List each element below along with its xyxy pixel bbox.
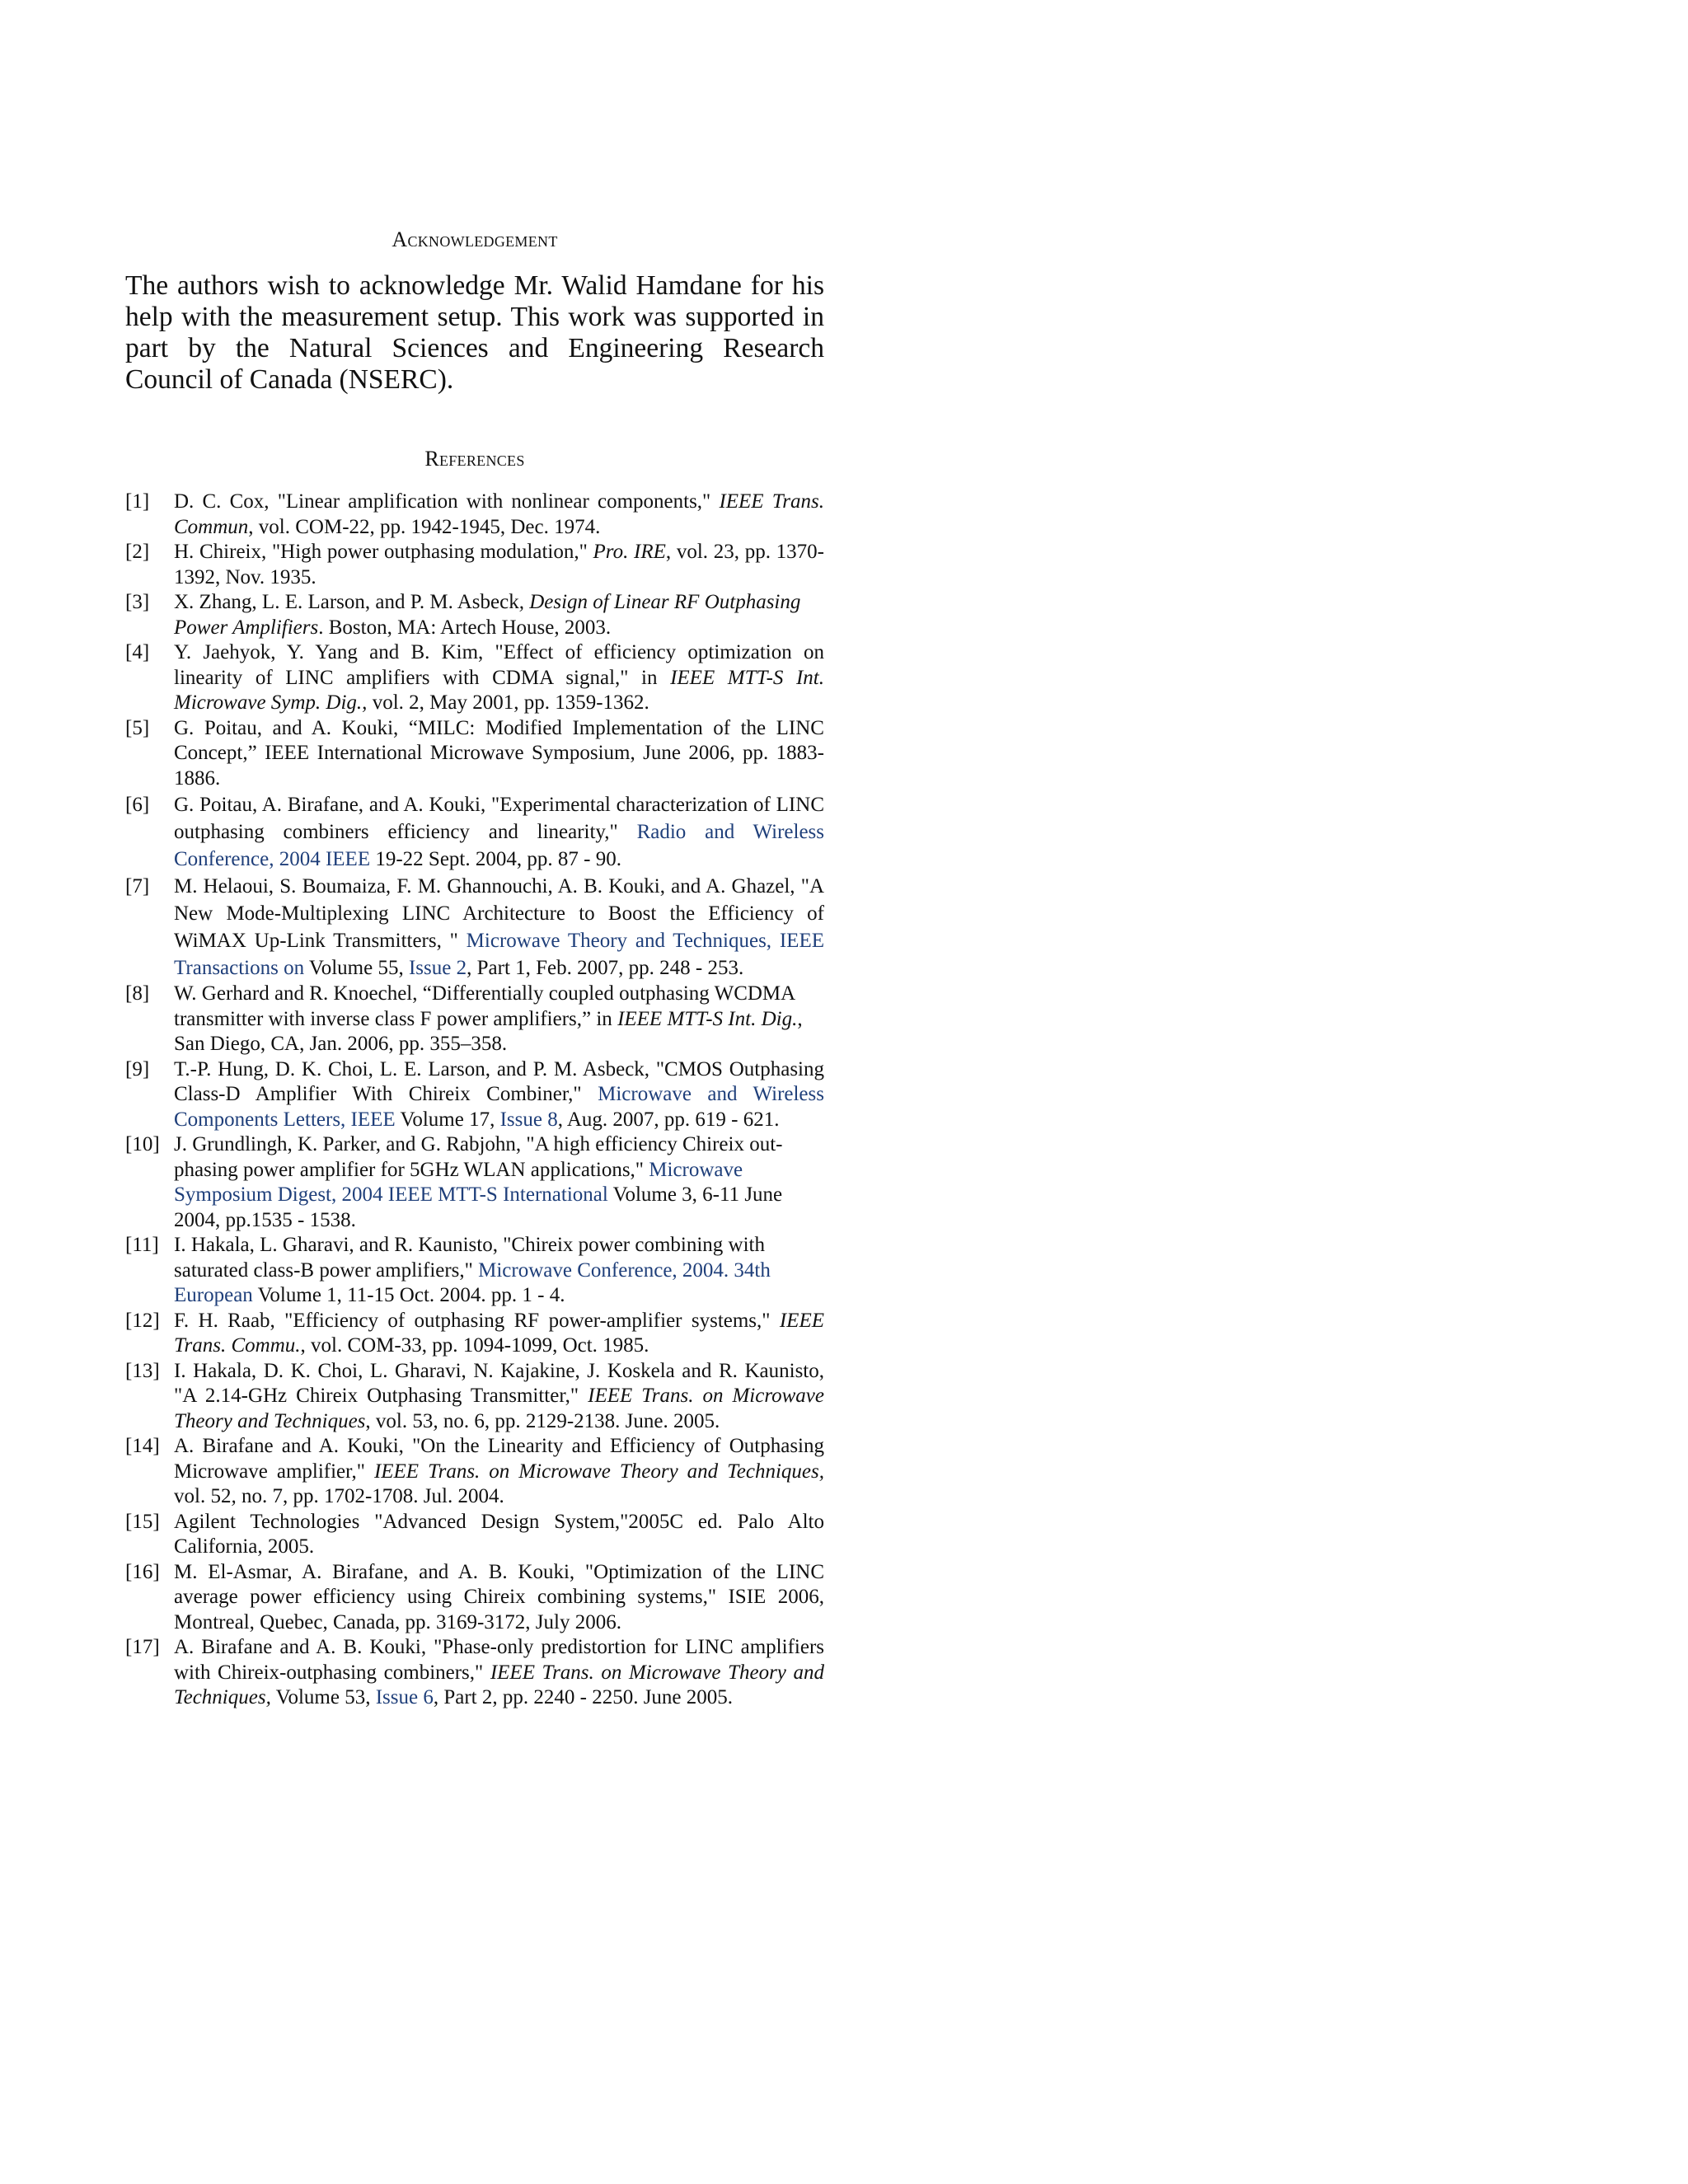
reference-8 <box>125 982 824 1057</box>
reference-text: H. Chireix, "High power outphasing modulation," Pro. IRE, vol. 23, pp. 1370-1392, Nov. 1935. <box>174 541 824 588</box>
reference-number: [7] <box>125 875 150 898</box>
reference-3 <box>125 590 824 640</box>
reference-4 <box>125 640 824 716</box>
reference-text: I. Hakala, D. K. Choi, L. Gharavi, N. Kajakine, J. Koskela and R. Kaunisto, "A 2.14-GHz Chireix Outphasing Transmitter," IEEE Trans. on Microwave Theory and Techniques, vol. 53, no. 6, pp. 2129-2138. June. 2005. <box>174 1359 825 1432</box>
reference-link[interactable]: Microwave Conference, 2004. 34th European <box>174 1258 771 1306</box>
reference-10 <box>125 1132 824 1233</box>
reference-number: [12] <box>125 1309 160 1332</box>
reference-text: X. Zhang, L. E. Larson, and P. M. Asbeck, Design of Linear RF Outphasing Power Amplifiers. Boston, MA: Artech House, 2003. <box>174 591 801 639</box>
reference-number: [1] <box>125 490 150 513</box>
reference-13 <box>125 1359 824 1435</box>
reference-number: [6] <box>125 794 150 816</box>
reference-text: A. Birafane and A. Kouki, "On the Linearity and Efficiency of Outphasing Microwave amplifier," IEEE Trans. on Microwave Theory and Techniques, vol. 52, no. 7, pp. 1702-1708. Jul. 2004. <box>174 1435 824 1507</box>
reference-number: [16] <box>125 1560 160 1583</box>
reference-9 <box>125 1057 824 1133</box>
reference-number: [15] <box>125 1510 160 1533</box>
reference-number: [11] <box>125 1234 159 1256</box>
reference-14 <box>125 1434 824 1510</box>
acknowledgement-heading: Acknowledgement <box>392 227 558 251</box>
reference-2 <box>125 540 824 590</box>
reference-text: I. Hakala, L. Gharavi, and R. Kaunisto, "Chireix power combining with saturated class-B power amplifiers," Microwave Conference, 2004. 34th European Volume 1, 11-15 Oct. 2004. pp. 1 - 4. <box>174 1234 771 1306</box>
reference-text: W. Gerhard and R. Knoechel, “Differentially coupled outphasing WCDMA transmitter with inverse class F power amplifiers,” in IEEE MTT-S Int. Dig., San Diego, CA, Jan. 2006, pp. 355–358. <box>174 982 803 1055</box>
reference-1 <box>125 490 824 540</box>
reference-5 <box>125 716 824 792</box>
reference-number: [4] <box>125 641 150 663</box>
reference-text: G. Poitau, A. Birafane, and A. Kouki, "Experimental characterization of LINC outphasing combiners efficiency and linearity," Radio and Wireless Conference, 2004 IEEE 19-22 Sept. 2004, pp. 87 - 90. <box>174 794 825 870</box>
reference-text: A. Birafane and A. B. Kouki, "Phase-only predistortion for LINC amplifiers with Chireix-outphasing combiners," IEEE Trans. on Microwave Theory and Techniques, Volume 53, Issue 6, Part 2, pp. 2240 - 2250. June 2005. <box>174 1636 824 1708</box>
reference-11 <box>125 1233 824 1309</box>
reference-text: D. C. Cox, "Linear amplification with nonlinear components," IEEE Trans. Commun, vol. COM-22, pp. 1942-1945, Dec. 1974. <box>174 490 824 538</box>
reference-text: M. El-Asmar, A. Birafane, and A. B. Kouki, "Optimization of the LINC average power efficiency using Chireix combining systems," ISIE 2006, Montreal, Quebec, Canada, pp. 3169-3172, July 2006. <box>174 1560 824 1633</box>
reference-15 <box>125 1510 824 1560</box>
reference-link[interactable]: Microwave Theory and Techniques, IEEE Transactions on <box>174 930 824 979</box>
reference-text: G. Poitau, and A. Kouki, “MILC: Modified Implementation of the LINC Concept,” IEEE International Microwave Symposium, June 2006, pp. 1883-1886. <box>174 716 824 790</box>
reference-number: [10] <box>125 1133 160 1155</box>
reference-number: [2] <box>125 541 150 563</box>
reference-6 <box>125 791 824 873</box>
reference-number: [5] <box>125 716 150 739</box>
reference-text: Agilent Technologies "Advanced Design System,"2005C ed. Palo Alto California, 2005. <box>174 1510 824 1558</box>
reference-text: T.-P. Hung, D. K. Choi, L. E. Larson, and P. M. Asbeck, "CMOS Outphasing Class-D Amplifier With Chireix Combiner," Microwave and Wireless Components Letters, IEEE Volume 17, Issue 8, Aug. 2007, pp. 619 - 621. <box>174 1057 824 1131</box>
references-heading: References <box>424 447 525 471</box>
reference-link[interactable]: Microwave Symposium Digest, 2004 IEEE MTT-S International <box>174 1158 743 1206</box>
reference-number: [14] <box>125 1435 160 1457</box>
reference-text: Y. Jaehyok, Y. Yang and B. Kim, "Effect of efficiency optimization on linearity of LINC amplifiers with CDMA signal," in IEEE MTT-S Int. Microwave Symp. Dig., vol. 2, May 2001, pp. 1359-1362. <box>174 641 824 714</box>
reference-7 <box>125 873 824 982</box>
reference-link[interactable]: Microwave and Wireless Components Letters, IEEE <box>174 1083 824 1131</box>
issue-link[interactable]: Issue 8 <box>499 1108 558 1131</box>
acknowledgement-text: The authors wish to acknowledge Mr. Walid Hamdane for his help with the measurement setup. This work was supported in part by the Natural Sciences and Engineering Research Council of Canada (NSERC). <box>125 270 824 395</box>
issue-link[interactable]: Issue 2 <box>408 957 467 979</box>
reference-text: F. H. Raab, "Efficiency of outphasing RF power-amplifier systems," IEEE Trans. Commu., vol. COM-33, pp. 1094-1099, Oct. 1985. <box>174 1309 824 1357</box>
reference-number: [9] <box>125 1057 150 1080</box>
reference-12 <box>125 1309 824 1359</box>
reference-16 <box>125 1560 824 1636</box>
reference-number: [13] <box>125 1359 160 1382</box>
reference-number: [3] <box>125 591 150 613</box>
reference-17 <box>125 1635 824 1711</box>
page-column <box>125 223 824 1711</box>
reference-list <box>125 490 824 1711</box>
reference-text: M. Helaoui, S. Boumaiza, F. M. Ghannouchi, A. B. Kouki, and A. Ghazel, "A New Mode-Multiplexing LINC Architecture to Boost the Efficiency of WiMAX Up-Link Transmitters, " Microwave Theory and Techniques, IEEE Transactions on Volume 55, Issue 2, Part 1, Feb. 2007, pp. 248 - 253. <box>174 875 824 979</box>
reference-number: [17] <box>125 1636 160 1658</box>
issue-link[interactable]: Issue 6 <box>375 1686 434 1708</box>
reference-link[interactable]: Radio and Wireless Conference, 2004 IEEE <box>174 821 825 870</box>
reference-number: [8] <box>125 982 150 1005</box>
reference-text: J. Grundlingh, K. Parker, and G. Rabjohn, "A high efficiency Chireix out-phasing power amplifier for 5GHz WLAN applications," Microwave Symposium Digest, 2004 IEEE MTT-S International Volume 3, 6-11 June 2004, pp.1535 - 1538. <box>174 1133 783 1231</box>
